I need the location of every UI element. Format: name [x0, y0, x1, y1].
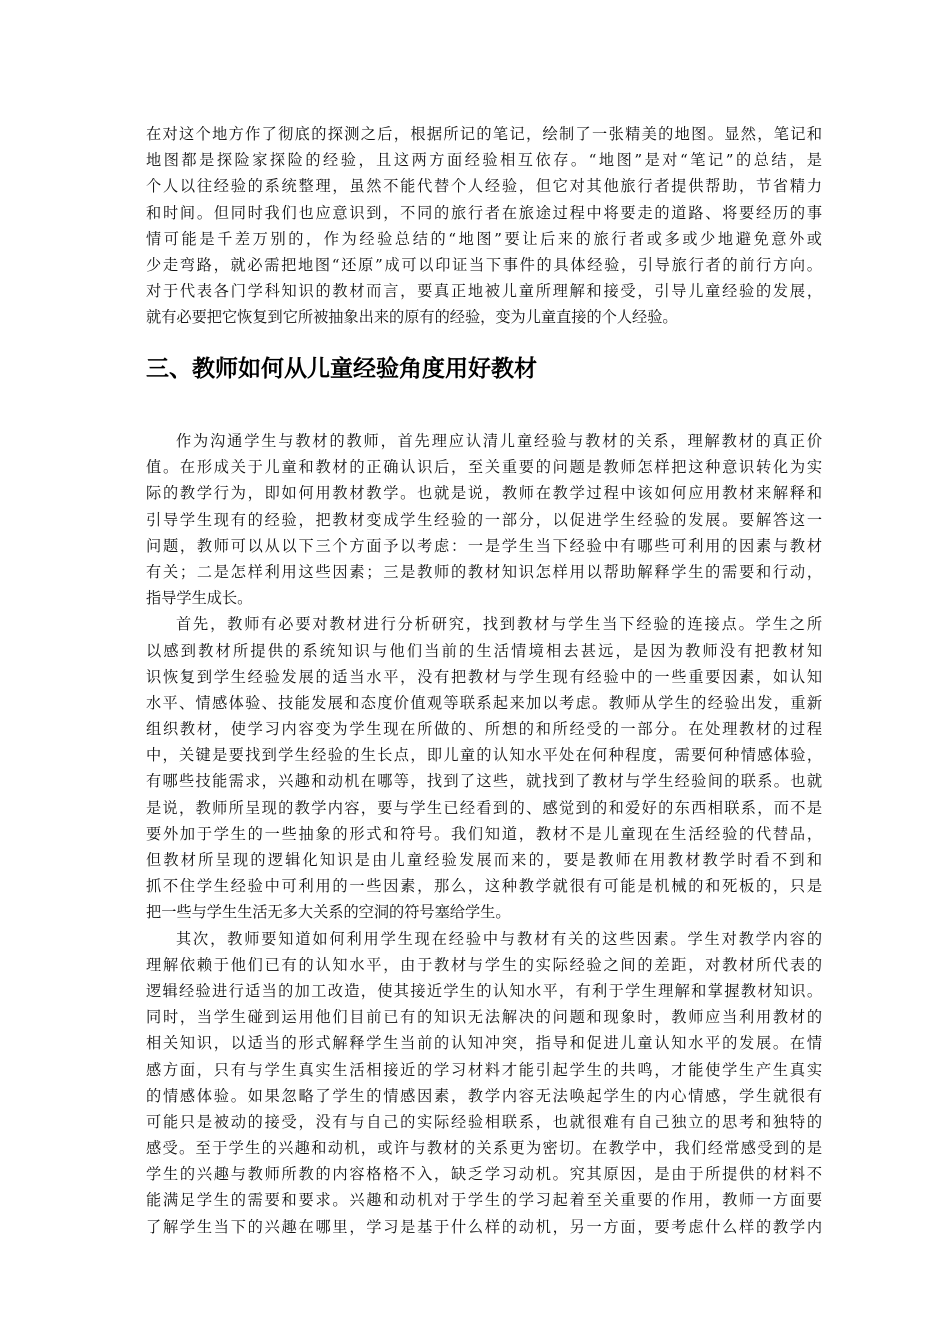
paragraph-line: 中，关键是要找到学生经验的生长点，即儿童的认知水平处在何种程度，需要何种情感体验，	[146, 746, 822, 765]
paragraph-line: 就有必要把它恢复到它所被抽象出来的原有的经验，变为儿童直接的个人经验。	[146, 308, 678, 327]
paragraph-line: 引导学生现有的经验，把教材变成学生经验的一部分，以促进学生经验的发展。要解答这一	[146, 510, 822, 529]
paragraph-line: 首先，教师有必要对教材进行分析研究，找到教材与学生当下经验的连接点。学生之所	[176, 615, 822, 634]
paragraph-line: 问题，教师可以从以下三个方面予以考虑：一是学生当下经验中有哪些可利用的因素与教材	[146, 536, 822, 555]
paragraph-line: 感受。至于学生的兴趣和动机，或许与教材的关系更为密切。在教学中，我们经常感受到的是	[146, 1139, 822, 1158]
paragraph-line: 作为沟通学生与教材的教师，首先理应认清儿童经验与教材的关系，理解教材的真正价	[176, 432, 822, 450]
paragraph-line: 理解依赖于他们已有的认知水平，由于教材与学生的实际经验之间的差距，对教材所代表的	[146, 955, 822, 974]
paragraph-line: 有关；二是怎样利用这些因素；三是教师的教材知识怎样用以帮助解释学生的需要和行动，	[146, 562, 822, 581]
paragraph-line: 感方面，只有与学生真实生活相接近的学习材料才能引起学生的共鸣，才能使学生产生真实	[146, 1060, 822, 1079]
paragraph-line: 情可能是千差万别的，作为经验总结的“地图”要让后来的旅行者或多或少地避免意外或	[146, 229, 822, 248]
paragraph-line: 有哪些技能需求，兴趣和动机在哪等，找到了这些，就找到了教材与学生经验间的联系。也就	[146, 772, 822, 791]
paragraph-line: 的情感体验。如果忽略了学生的情感因素，教学内容无法唤起学生的内心情感，学生就很有	[146, 1086, 822, 1105]
paragraph-line: 水平、情感体验、技能发展和态度价值观等联系起来加以考虑。教师从学生的经验出发，重新	[146, 693, 822, 712]
paragraph-line: 其次，教师要知道如何利用学生现在经验中与教材有关的这些因素。学生对教学内容的	[176, 929, 822, 948]
paragraph-line: 学生的兴趣与教师所教的内容格格不入，缺乏学习动机。究其原因，是由于所提供的材料不	[146, 1165, 822, 1184]
intro-paragraph	[146, 121, 822, 331]
paragraph-line: 识恢复到学生经验发展的适当水平，没有把教材与学生现有经验中的一些重要因素，如认知	[146, 667, 822, 686]
paragraph-line: 际的教学行为，即如何用教材教学。也就是说，教师在教学过程中该如何应用教材来解释和	[146, 484, 822, 503]
section-heading: 三、教师如何从儿童经验角度用好教材	[146, 356, 537, 382]
paragraph-line: 同时，当学生碰到运用他们目前已有的知识无法解决的问题和现象时，教师应当利用教材的	[146, 1008, 822, 1027]
paragraph-line: 和时间。但同时我们也应意识到，不同的旅行者在旅途过程中将要走的道路、将要经历的事	[146, 203, 822, 222]
paragraph-1	[146, 428, 822, 1240]
paragraph-line: 是说，教师所呈现的教学内容，要与学生已经看到的、感觉到的和爱好的东西相联系，而不是	[146, 798, 822, 817]
paragraph-line: 逻辑经验进行适当的加工改造，使其接近学生的认知水平，有利于学生理解和掌握教材知识。	[146, 981, 822, 1000]
paragraph-line: 能满足学生的需要和要求。兴趣和动机对于学生的学习起着至关重要的作用，教师一方面要	[146, 1191, 822, 1210]
paragraph-line: 少走弯路，就必需把地图“还原”成可以印证当下事件的具体经验，引导旅行者的前行方向。	[146, 255, 822, 274]
paragraph-line: 相关知识，以适当的形式解释学生当前的认知冲突，指导和促进儿童认知水平的发展。在情	[146, 1034, 822, 1053]
paragraph-line: 对于代表各门学科知识的教材而言，要真正地被儿童所理解和接受，引导儿童经验的发展，	[146, 282, 822, 301]
paragraph-line: 了解学生当下的兴趣在哪里，学习是基于什么样的动机，另一方面，要考虑什么样的教学内	[146, 1217, 822, 1236]
paragraph-line: 值。在形成关于儿童和教材的正确认识后，至关重要的问题是教师怎样把这种意识转化为实	[146, 458, 822, 477]
paragraph-line: 以感到教材所提供的系统知识与他们当前的生活情境相去甚远，是因为教师没有把教材知	[146, 641, 822, 660]
paragraph-line: 可能只是被动的接受，没有与自己的实际经验相联系，也就很难有自己独立的思考和独特的	[146, 1112, 822, 1131]
paragraph-line: 地图都是探险家探险的经验，且这两方面经验相互依存。“地图”是对“笔记”的总结，是	[146, 151, 822, 170]
paragraph-line: 抓不住学生经验中可利用的一些因素，那么，这种教学就很有可能是机械的和死板的，只是	[146, 877, 822, 896]
paragraph-line: 但教材所呈现的逻辑化知识是由儿童经验发展而来的，要是教师在用教材教学时看不到和	[146, 851, 822, 869]
paragraph-line: 个人以往经验的系统整理，虽然不能代替个人经验，但它对其他旅行者提供帮助，节省精力	[146, 177, 822, 196]
paragraph-line: 把一些与学生生活无多大关系的空洞的符号塞给学生。	[146, 903, 511, 922]
paragraph-line: 组织教材，使学习内容变为学生现在所做的、所想的和所经受的一部分。在处理教材的过程	[146, 720, 822, 739]
paragraph-line: 要外加于学生的一些抽象的形式和符号。我们知道，教材不是儿童现在生活经验的代替品，	[146, 824, 822, 843]
paragraph-line: 指导学生成长。	[146, 589, 253, 608]
paragraph-line: 在对这个地方作了彻底的探测之后，根据所记的笔记，绘制了一张精美的地图。显然，笔记和	[146, 125, 822, 143]
